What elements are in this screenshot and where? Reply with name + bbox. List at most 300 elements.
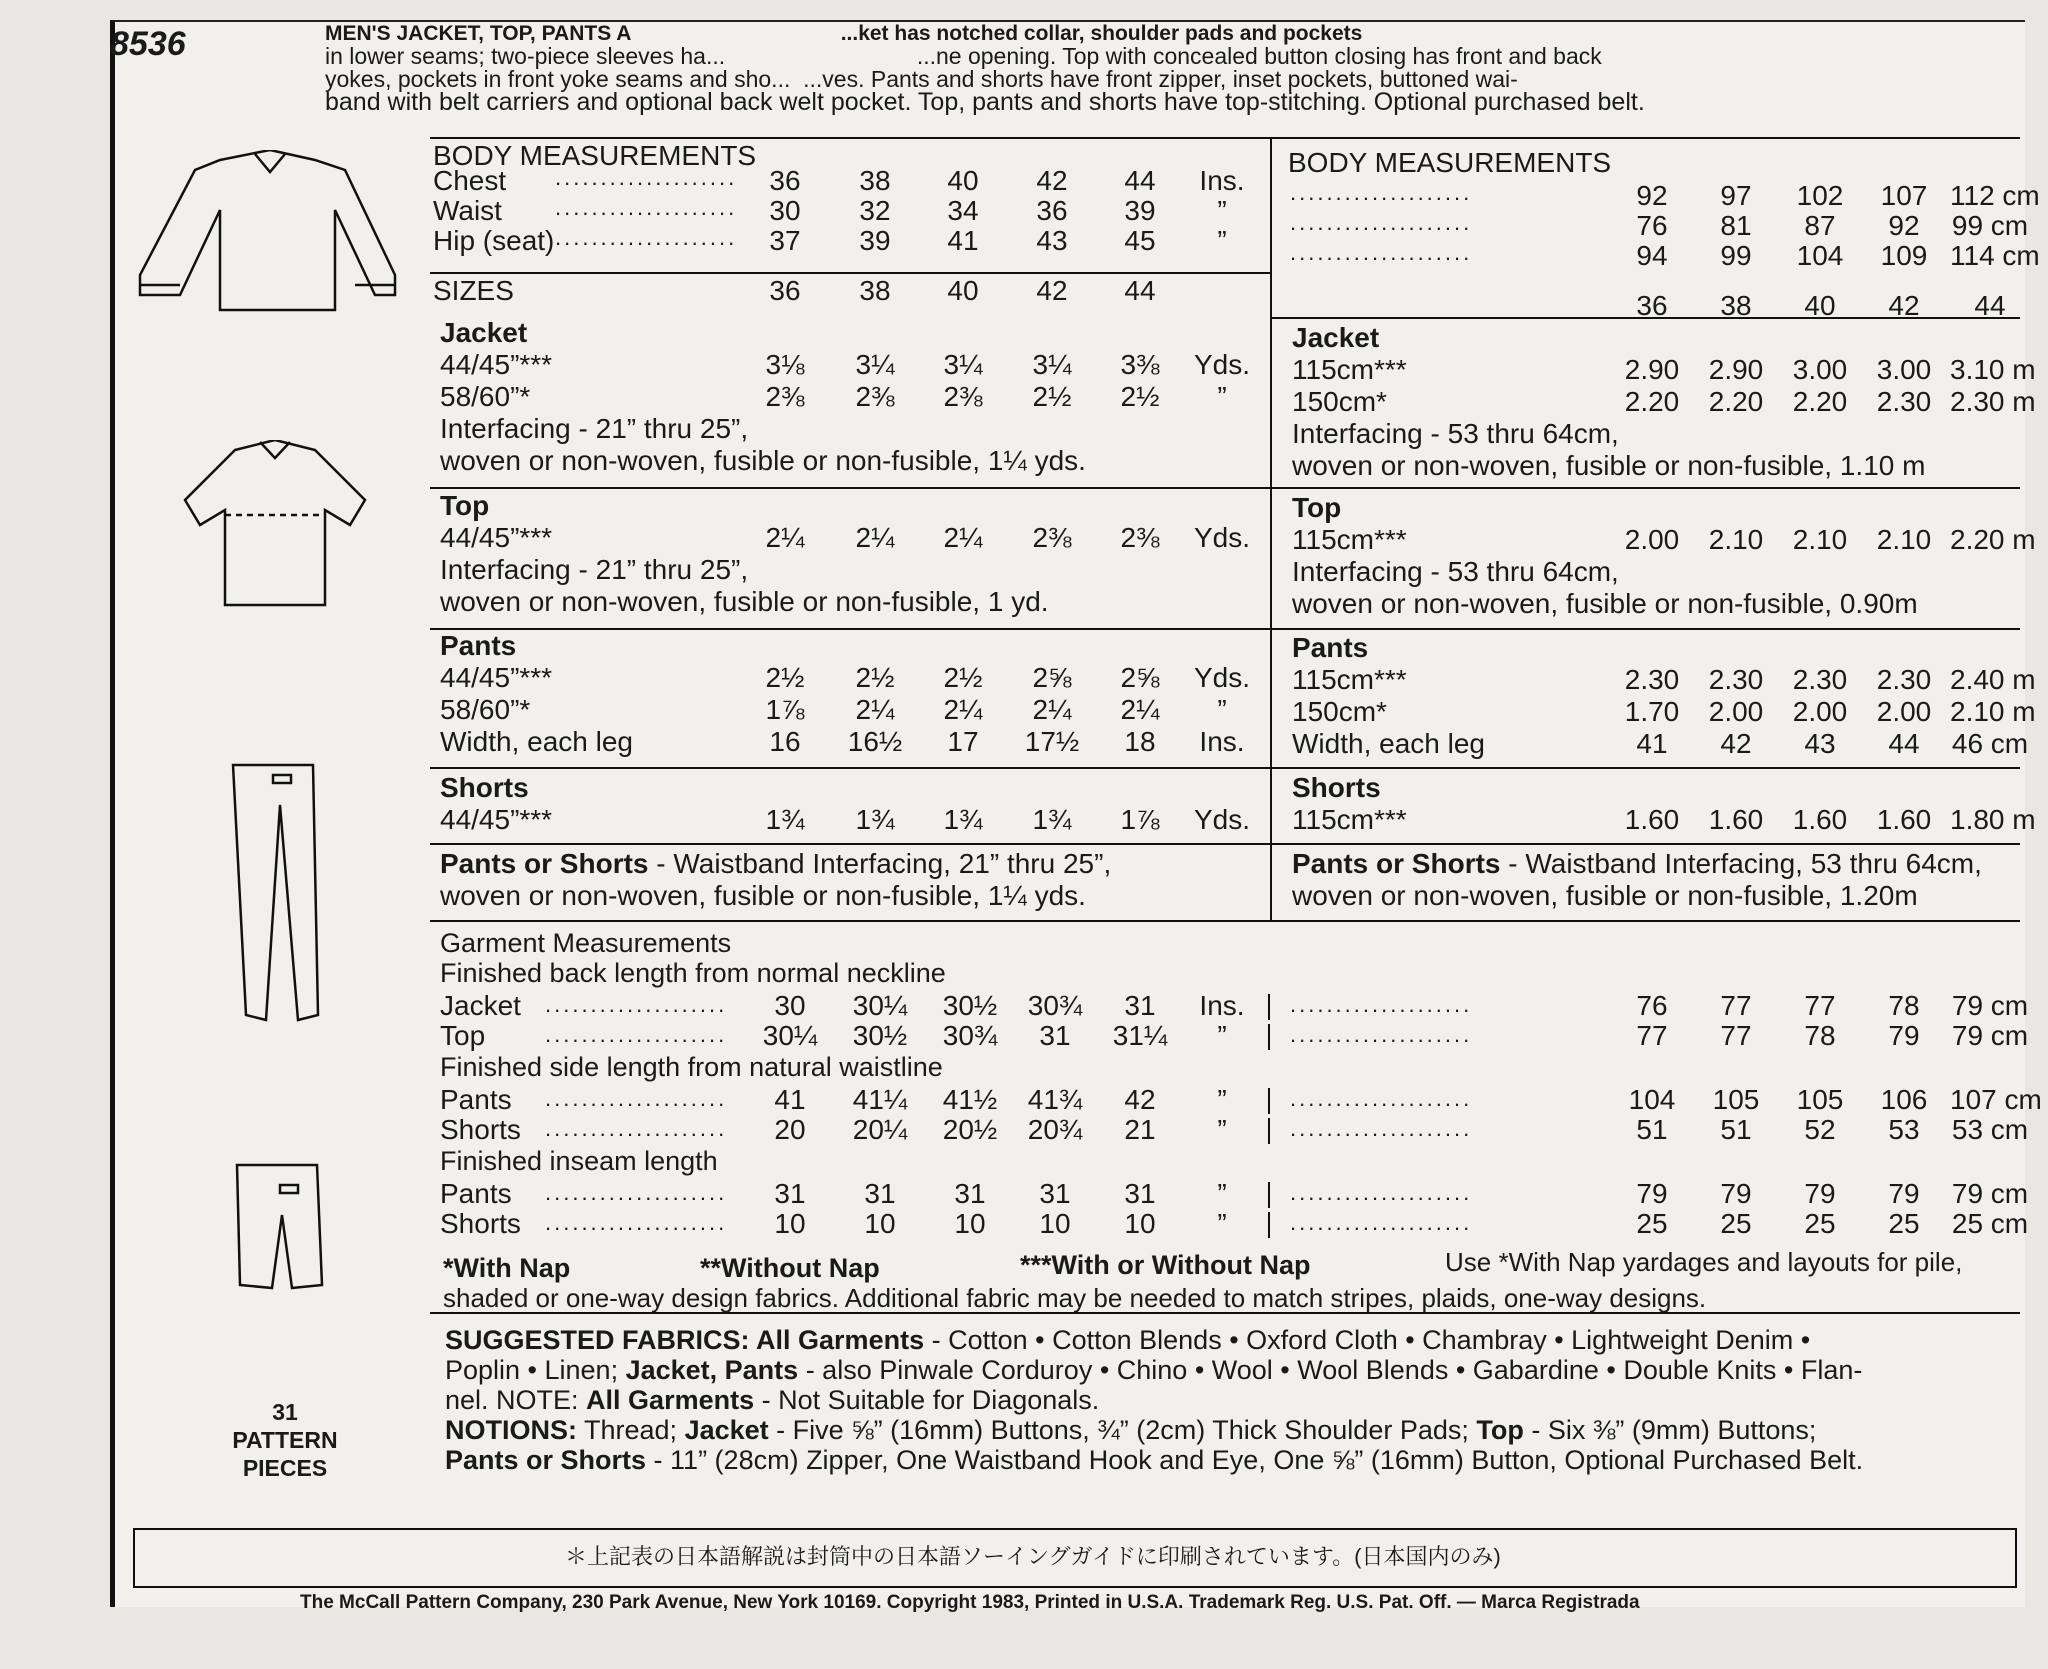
size-value: 44 [1124, 275, 1156, 306]
pants-value: 16 [769, 726, 801, 757]
garment-metric-value: 105 [1712, 1084, 1760, 1115]
pieces-label-1: PATTERN [232, 1427, 338, 1453]
jacket-value: 2.90 [1708, 354, 1764, 385]
top-value: 2.10 [1792, 524, 1848, 555]
garment-value: 30½ [852, 1020, 908, 1051]
garment-metric-value: 77 [1720, 1020, 1752, 1051]
pants-value: 16½ [847, 726, 903, 757]
fabrics-text-1: - Cotton • Cotton Blends • Oxford Cloth • Chambray • Lightweight Denim • [924, 1325, 1811, 1355]
garment-metric-value: 25 [1720, 1208, 1752, 1239]
pants-value: 2.00 [1876, 696, 1932, 727]
metric-body-value: 94 [1636, 240, 1668, 271]
pants-value: 42 [1720, 728, 1752, 759]
garment-metric-value: 25 cm [1951, 1208, 2029, 1239]
notions-jacket: Jacket [684, 1415, 769, 1445]
dot-leader: .................... [1290, 1022, 1473, 1047]
top-interfacing: woven or non-woven, fusible or non-fusible, 1 yd. [440, 586, 1049, 617]
pants-value: 1.70 [1624, 696, 1680, 727]
body-value: 39 [859, 225, 891, 256]
garment-value: 31¼ [1112, 1020, 1168, 1051]
jacket-title: Jacket [440, 317, 528, 348]
jacket-value: 2.30 [1876, 386, 1932, 417]
pants-value: 2½ [855, 662, 895, 693]
metric-body-value: 99 [1720, 240, 1752, 271]
top-value: 2¼ [855, 522, 895, 553]
garment-value: 20¾ [1027, 1114, 1083, 1145]
jacket-value: 2.30 m [1950, 386, 2036, 417]
japanese-note: ＊上記表の日本語解説は封筒中の日本語ソーイングガイドに印刷されています。(日本国内のみ) [565, 1544, 1501, 1569]
garment-divider [1268, 1182, 1270, 1208]
fabrics-text-3a: nel. NOTE: [445, 1385, 587, 1415]
jacket-value: 2⅜ [855, 381, 895, 412]
garment-value: 31 [1039, 1178, 1071, 1209]
garment-metric-value: 51 [1636, 1114, 1668, 1145]
garment-divider [1268, 1212, 1270, 1238]
shorts-value: 1.60 [1792, 804, 1848, 835]
pants-value: 44 [1888, 728, 1920, 759]
size-value: 36 [769, 275, 801, 306]
metric-body-value: 107 [1880, 180, 1928, 211]
dot-leader: .................... [545, 1022, 728, 1047]
pants-value: 2⅝ [1032, 662, 1072, 693]
garment-row-label: Pants [440, 1084, 512, 1115]
garment-divider [1268, 1024, 1270, 1050]
description-line-1: MEN'S JACKET, TOP, PANTS A ...ket has notched collar, shoulder pads and pockets [325, 22, 1363, 45]
jacket-value: 3⅛ [765, 349, 805, 380]
garment-unit: ” [1217, 1208, 1227, 1239]
garment-metric-value: 79 [1636, 1178, 1668, 1209]
garment-value: 41 [774, 1084, 806, 1115]
jacket-value: 3¼ [1032, 349, 1072, 380]
shorts-value: 1.80 m [1950, 804, 2036, 835]
pants-title: Pants [1292, 632, 1369, 663]
garment-metric-value: 53 [1888, 1114, 1920, 1145]
shorts-title: Shorts [440, 772, 529, 803]
pattern-description [325, 22, 1905, 114]
pants-row-label: 150cm* [1292, 696, 1387, 727]
pants-value: 2½ [943, 662, 983, 693]
garment-value: 30¾ [942, 1020, 998, 1051]
pants-unit: ” [1217, 694, 1227, 725]
shorts-unit: Yds. [1193, 804, 1251, 835]
body-value: 45 [1124, 225, 1156, 256]
rule-top-garment [430, 628, 2020, 630]
garment-metric-value: 107 cm [1950, 1084, 2042, 1115]
metric-body-value: 114 cm [1950, 240, 2040, 271]
pants-unit: Ins. [1199, 726, 1245, 757]
garment-value: 30¾ [1027, 990, 1083, 1021]
top-title: Top [1292, 492, 1342, 523]
pants-value: 43 [1804, 728, 1836, 759]
garment-metric-value: 79 cm [1951, 1020, 2029, 1051]
nap-note-1: Use *With Nap yardages and layouts for pile, [1445, 1247, 1963, 1277]
description-line-2: in lower seams; two-piece sleeves ha... ...ne opening. Top with concealed button closing has front and back [325, 43, 1602, 69]
garment-value: 10 [774, 1208, 806, 1239]
top-value: 2.00 [1624, 524, 1680, 555]
shorts-value: 1.60 [1624, 804, 1680, 835]
fabrics-text-3-bold: All Garments [586, 1385, 755, 1415]
jacket-value: 3.10 m [1950, 354, 2036, 385]
metric-body-value: 92 [1636, 180, 1668, 211]
shorts-value: 1⅞ [1120, 804, 1160, 835]
shorts-row-label: 115cm*** [1292, 804, 1407, 835]
sizes-label: SIZES [433, 275, 514, 306]
pants-value: 2.30 [1708, 664, 1764, 695]
dot-leader: .................... [1290, 180, 1473, 205]
garment-value: 31 [1124, 1178, 1156, 1209]
dot-leader: .................... [1290, 992, 1473, 1017]
metric-size-value: 40 [1804, 290, 1836, 321]
body-value: 32 [859, 195, 891, 226]
garment-value: 31 [1039, 1020, 1071, 1051]
metric-body-value: 112 cm [1950, 180, 2040, 211]
dot-leader: .................... [1290, 1180, 1473, 1205]
size-value: 42 [1036, 275, 1068, 306]
pants-title: Pants [440, 630, 517, 661]
pieces-label-2: PIECES [242, 1455, 328, 1481]
shorts-value: 1¾ [765, 804, 805, 835]
body-row-label: Chest [433, 165, 507, 196]
side-length-heading: Finished side length from natural waistline [440, 1052, 943, 1082]
pants-or-shorts-line-2: woven or non-woven, fusible or non-fusible, 1.20m [1292, 880, 1918, 911]
top-interfacing: Interfacing - 21” thru 25”, [440, 554, 749, 585]
metric-size-value: 44 [1974, 290, 2006, 321]
jacket-sketch [135, 150, 405, 320]
jacket-row-label: 58/60”* [440, 381, 531, 412]
top-value: 2⅜ [1120, 522, 1160, 553]
top-unit: Yds. [1193, 522, 1251, 553]
metric-size-value: 36 [1636, 290, 1668, 321]
garment-row-label: Pants [440, 1178, 512, 1209]
garment-metric-value: 79 cm [1951, 1178, 2029, 1209]
pants-value: 2¼ [855, 694, 895, 725]
pants-value: 41 [1636, 728, 1668, 759]
dot-leader: .................... [1290, 210, 1473, 235]
pants-or-shorts-title: Pants or Shorts [440, 848, 649, 879]
garment-value: 20 [774, 1114, 806, 1145]
notions-text-1c: - Five ⅝” (16mm) Buttons, ¾” (2cm) Thick Shoulder Pads; [768, 1415, 1477, 1445]
garment-value: 30¼ [762, 1020, 818, 1051]
nap-note-2: shaded or one-way design fabrics. Additional fabric may be needed to match stripes, plaids, one-way designs. [443, 1283, 1707, 1313]
body-value: 43 [1036, 225, 1068, 256]
garment-value: 10 [864, 1208, 896, 1239]
garment-value: 31 [864, 1178, 896, 1209]
body-value: 30 [769, 195, 801, 226]
back-length-heading: Finished back length from normal neckline [440, 958, 946, 988]
top-value: 2¼ [765, 522, 805, 553]
pants-value: 2¼ [1032, 694, 1072, 725]
pants-value: 2¼ [1120, 694, 1160, 725]
jacket-interfacing: woven or non-woven, fusible or non-fusible, 1.10 m [1292, 450, 1926, 481]
dot-leader: .................... [545, 1086, 728, 1111]
notions-line-1 [445, 1415, 1816, 1446]
shorts-value: 1.60 [1876, 804, 1932, 835]
dot-leader: .................... [545, 1210, 728, 1235]
jacket-value: 2.90 [1624, 354, 1680, 385]
notions-top: Top [1476, 1415, 1524, 1445]
pants-row-label: 44/45”*** [440, 662, 553, 693]
garment-value: 10 [1124, 1208, 1156, 1239]
jacket-value: 3⅜ [1120, 349, 1160, 380]
jacket-unit: ” [1217, 381, 1227, 412]
jacket-value: 2.20 [1792, 386, 1848, 417]
pants-or-shorts-line-1 [1292, 848, 1982, 880]
dot-leader: .................... [545, 1116, 728, 1141]
garment-metric-value: 78 [1804, 1020, 1836, 1051]
garment-row-label: Jacket [440, 990, 521, 1021]
garment-unit: ” [1217, 1020, 1227, 1051]
notions-label: NOTIONS: [445, 1415, 577, 1445]
jacket-row-label: 150cm* [1292, 386, 1387, 417]
metric-body-header: BODY MEASUREMENTS [1288, 147, 1612, 178]
jacket-row-label: 115cm*** [1292, 354, 1407, 385]
body-unit: ” [1217, 195, 1227, 226]
jacket-value: 3.00 [1792, 354, 1848, 385]
garment-metric-value: 53 cm [1951, 1114, 2029, 1145]
pants-value: 17 [947, 726, 979, 757]
garment-metric-value: 25 [1636, 1208, 1668, 1239]
notions-text-1e: - Six ⅜” (9mm) Buttons; [1523, 1415, 1817, 1445]
shorts-sketch [232, 1160, 332, 1300]
pants-or-shorts-title: Pants or Shorts [1292, 848, 1501, 879]
dot-leader: .................... [1290, 1210, 1473, 1235]
garment-value: 31 [1124, 990, 1156, 1021]
garment-row-label: Top [440, 1020, 486, 1051]
pants-value: 2¼ [943, 694, 983, 725]
jacket-value: 3¼ [943, 349, 983, 380]
garment-value: 41¾ [1027, 1084, 1083, 1115]
jacket-value: 2.20 [1708, 386, 1764, 417]
garment-metric-value: 79 [1888, 1020, 1920, 1051]
jacket-value: 2½ [1120, 381, 1160, 412]
inseam-heading: Finished inseam length [440, 1146, 718, 1176]
garment-value: 20½ [942, 1114, 998, 1145]
nap-with: *With Nap [443, 1253, 571, 1283]
metric-body-value: 109 [1880, 240, 1928, 271]
jacket-interfacing: woven or non-woven, fusible or non-fusible, 1¼ yds. [440, 445, 1086, 476]
shorts-value: 1¾ [943, 804, 983, 835]
garment-value: 41½ [942, 1084, 998, 1115]
jacket-row-label: 44/45”*** [440, 349, 553, 380]
body-value: 44 [1124, 165, 1156, 196]
top-interfacing: Interfacing - 53 thru 64cm, [1292, 556, 1619, 587]
dot-leader: .................... [555, 225, 738, 250]
metric-size-value: 42 [1888, 290, 1920, 321]
fabrics-text-2-bold: Jacket, Pants [625, 1355, 799, 1385]
pants-value: 2.00 [1792, 696, 1848, 727]
metric-body-value: 92 [1888, 210, 1920, 241]
top-sketch [180, 440, 370, 610]
garment-metric-value: 104 [1628, 1084, 1676, 1115]
shorts-row-label: 44/45”*** [440, 804, 553, 835]
size-value: 38 [859, 275, 891, 306]
publisher-line: The McCall Pattern Company, 230 Park Avenue, New York 10169. Copyright 1983, Printed in U.S.A. Trademark Reg. U.S. Pat. Off. — Marca Registrada [300, 1592, 1640, 1613]
pieces-number: 31 [272, 1399, 298, 1425]
pattern-pieces-count [215, 1398, 355, 1482]
jacket-value: 3.00 [1876, 354, 1932, 385]
garment-metric-value: 79 [1888, 1178, 1920, 1209]
garment-metric-value: 25 [1888, 1208, 1920, 1239]
garment-row-label: Shorts [440, 1114, 521, 1145]
garment-value: 41¼ [852, 1084, 908, 1115]
notions-line-2 [445, 1445, 1863, 1476]
body-value: 37 [769, 225, 801, 256]
garment-value: 30 [774, 990, 806, 1021]
size-value: 40 [947, 275, 979, 306]
pattern-number: 8536 [110, 25, 186, 63]
garment-metric-value: 77 [1720, 990, 1752, 1021]
body-row-label: Hip (seat) [433, 225, 555, 256]
top-value: 2¼ [943, 522, 983, 553]
rule-jacket [430, 487, 2020, 489]
fabrics-text-2b: - also Pinwale Corduroy • Chino • Wool • Wool Blends • Gabardine • Double Knits • Flan- [798, 1355, 1863, 1385]
rule-shorts [430, 843, 2020, 845]
pants-row-label: 58/60”* [440, 694, 531, 725]
top-interfacing: woven or non-woven, fusible or non-fusible, 0.90m [1292, 588, 1918, 619]
metric-body-value: 104 [1796, 240, 1844, 271]
body-value: 39 [1124, 195, 1156, 226]
metric-body-value: 87 [1804, 210, 1836, 241]
garment-divider [1268, 1088, 1270, 1114]
body-value: 36 [1036, 195, 1068, 226]
rule-pants [430, 767, 2020, 769]
top-value: 2.20 m [1950, 524, 2036, 555]
shorts-value: 1.60 [1708, 804, 1764, 835]
rule-pants-or-shorts [430, 920, 2020, 922]
garment-value: 42 [1124, 1084, 1156, 1115]
metric-body-value: 76 [1636, 210, 1668, 241]
nap-without: **Without Nap [700, 1253, 880, 1283]
pants-or-shorts-line-1 [440, 848, 1111, 880]
pants-row-label: Width, each leg [440, 726, 633, 757]
metric-size-value: 38 [1720, 290, 1752, 321]
body-value: 34 [947, 195, 979, 226]
notions-pants-or-shorts: Pants or Shorts [445, 1445, 647, 1475]
pants-sketch [228, 760, 338, 1030]
pants-row-label: 115cm*** [1292, 664, 1407, 695]
notions-text-1a: Thread; [577, 1415, 685, 1445]
garment-value: 10 [954, 1208, 986, 1239]
top-value: 2.10 [1708, 524, 1764, 555]
nap-either: ***With or Without Nap [1020, 1250, 1311, 1280]
dot-leader: .................... [1290, 1086, 1473, 1111]
fabrics-line-3 [445, 1385, 1099, 1416]
pants-value: 2.30 [1876, 664, 1932, 695]
body-value: 40 [947, 165, 979, 196]
pants-value: 2.10 m [1950, 696, 2036, 727]
jacket-value: 2⅜ [943, 381, 983, 412]
notions-text-2b: - 11” (28cm) Zipper, One Waistband Hook and Eye, One ⅝” (16mm) Button, Optional Purchased Belt. [646, 1445, 1864, 1475]
rule-sizes-imperial [430, 272, 1270, 274]
top-value: 2.10 [1876, 524, 1932, 555]
metric-body-value: 99 cm [1951, 210, 2029, 241]
jacket-interfacing: Interfacing - 53 thru 64cm, [1292, 418, 1619, 449]
garment-metric-value: 77 [1804, 990, 1836, 1021]
top-title: Top [440, 490, 490, 521]
body-unit: Ins. [1199, 165, 1245, 196]
metric-body-value: 81 [1720, 210, 1752, 241]
garment-value: 31 [774, 1178, 806, 1209]
jacket-value: 2½ [1032, 381, 1072, 412]
shorts-value: 1¾ [1032, 804, 1072, 835]
dot-leader: .................... [555, 165, 738, 190]
pants-or-shorts-text: - Waistband Interfacing, 21” thru 25”, [648, 848, 1112, 879]
garment-metric-value: 79 [1804, 1178, 1836, 1209]
fabrics-text-3b: - Not Suitable for Diagonals. [754, 1385, 1100, 1415]
garment-unit: ” [1217, 1084, 1227, 1115]
pants-value: 46 cm [1951, 728, 2029, 759]
garment-metric-value: 78 [1888, 990, 1920, 1021]
shorts-value: 1¾ [855, 804, 895, 835]
dot-leader: .................... [1290, 240, 1473, 265]
pants-row-label: Width, each leg [1292, 728, 1485, 759]
description-line-4: band with belt carriers and optional back welt pocket. Top, pants and shorts have top-stitching. Optional purchased belt. [325, 88, 1645, 116]
garment-metric-value: 77 [1636, 1020, 1668, 1051]
shorts-title: Shorts [1292, 772, 1381, 803]
top-value: 2⅜ [1032, 522, 1072, 553]
garment-unit: Ins. [1199, 990, 1245, 1021]
body-unit: ” [1217, 225, 1227, 256]
pants-value: 17½ [1024, 726, 1080, 757]
garment-metric-value: 79 cm [1951, 990, 2029, 1021]
fabrics-text-2a: Poplin • Linen; [445, 1355, 626, 1385]
garment-value: 20¼ [852, 1114, 908, 1145]
jacket-value: 2.20 [1624, 386, 1680, 417]
dot-leader: .................... [555, 195, 738, 220]
garment-value: 31 [954, 1178, 986, 1209]
jacket-value: 2⅜ [765, 381, 805, 412]
garment-title: Garment Measurements [440, 928, 732, 958]
pants-value: 2.30 [1792, 664, 1848, 695]
garment-value: 10 [1039, 1208, 1071, 1239]
garment-value: 21 [1124, 1114, 1156, 1145]
fabrics-heading: SUGGESTED FABRICS: All Garments [445, 1325, 925, 1355]
pants-value: 2.00 [1708, 696, 1764, 727]
description-line-3: yokes, pockets in front yoke seams and sho... ...ves. Pants and shorts have front zipper, inset pockets, buttoned wai- [325, 66, 1518, 92]
pants-value: 18 [1124, 726, 1156, 757]
garment-divider [1268, 1118, 1270, 1144]
body-value: 38 [859, 165, 891, 196]
garment-divider [1268, 994, 1270, 1020]
jacket-title: Jacket [1292, 322, 1380, 353]
garment-row-label: Shorts [440, 1208, 521, 1239]
garment-metric-value: 52 [1804, 1114, 1836, 1145]
garment-metric-value: 106 [1880, 1084, 1928, 1115]
pants-value: 2.30 [1624, 664, 1680, 695]
fabrics-line-2 [445, 1355, 1862, 1386]
top-row-label: 115cm*** [1292, 524, 1407, 555]
body-value: 36 [769, 165, 801, 196]
pants-unit: Yds. [1193, 662, 1251, 693]
pants-value: 2½ [765, 662, 805, 693]
column-divider [1270, 137, 1272, 922]
jacket-value: 3¼ [855, 349, 895, 380]
garment-metric-value: 25 [1804, 1208, 1836, 1239]
imperial-body-header: BODY MEASUREMENTS [433, 140, 757, 171]
jacket-interfacing: Interfacing - 21” thru 25”, [440, 413, 749, 444]
garment-value: 30½ [942, 990, 998, 1021]
rule-top [430, 137, 2020, 139]
pants-or-shorts-line-2: woven or non-woven, fusible or non-fusible, 1¼ yds. [440, 880, 1086, 911]
dot-leader: .................... [1290, 1116, 1473, 1141]
garment-unit: ” [1217, 1114, 1227, 1145]
garment-metric-value: 51 [1720, 1114, 1752, 1145]
garment-unit: ” [1217, 1178, 1227, 1209]
garment-metric-value: 105 [1796, 1084, 1844, 1115]
metric-body-value: 102 [1796, 180, 1844, 211]
jacket-unit: Yds. [1193, 349, 1251, 380]
metric-body-value: 97 [1720, 180, 1752, 211]
